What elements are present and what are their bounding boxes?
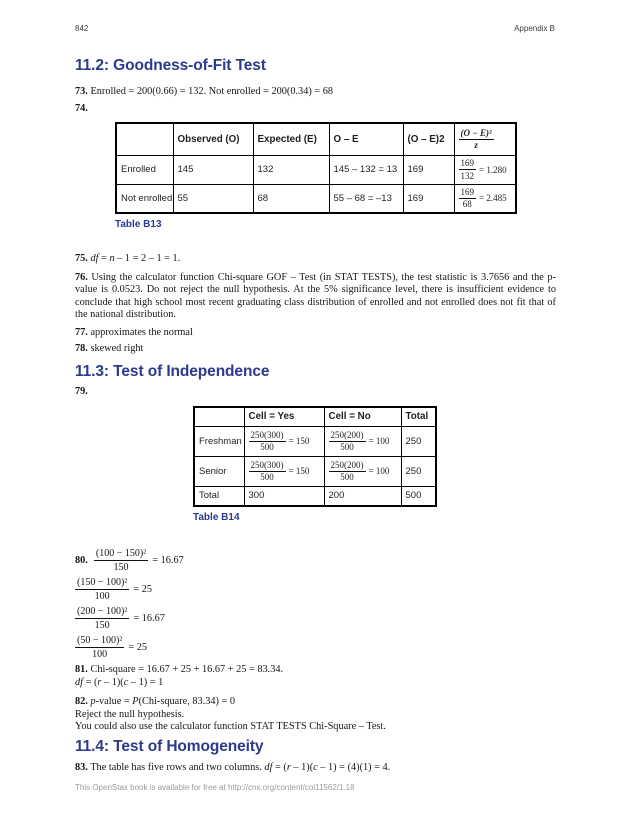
footer-note: This OpenStax book is available for free at http://cnx.org/content/col11562/1.18 xyxy=(75,783,355,792)
squared-value: 169 xyxy=(403,155,454,184)
difference-value: 145 – 132 = 13 xyxy=(329,155,403,184)
answer-item-81-line2: df = (r – 1)(c – 1) = 1 xyxy=(75,676,164,688)
row-label: Total xyxy=(194,486,244,506)
fraction-numerator: (150 − 100)² xyxy=(77,577,128,589)
fraction xyxy=(459,158,477,180)
fraction-result: = 2.485 xyxy=(479,193,507,204)
fraction-result: = 100 xyxy=(368,436,390,446)
fraction xyxy=(459,128,494,150)
column-total-no: 200 xyxy=(324,486,401,506)
fraction xyxy=(94,548,148,572)
table-b13-header-row xyxy=(116,123,516,155)
table-b14-header-cell-yes: Cell = Yes xyxy=(244,407,324,426)
difference-value: 55 – 68 = –13 xyxy=(329,184,403,213)
observed-value: 145 xyxy=(173,155,253,184)
fraction-numerator: (100 − 150)² xyxy=(95,548,147,560)
page-header xyxy=(75,24,555,33)
fraction xyxy=(249,430,286,452)
section-title-11-2: 11.2: Goodness-of-Fit Test xyxy=(75,57,266,74)
section-title-11-3: 11.3: Test of Independence xyxy=(75,362,270,380)
fraction-denominator: 500 xyxy=(340,442,354,452)
table-b13-caption: Table B13 xyxy=(115,219,162,230)
answer-item-82-line1: 82. p-value = P(Chi-square, 83.34) = 0 xyxy=(75,696,236,707)
fraction-numerator: (O − E)² xyxy=(460,128,492,139)
answer-item-75: 75. df = n – 1 = 2 – 1 = 1. xyxy=(75,253,181,264)
expected-no-cell xyxy=(324,426,401,456)
row-label: Senior xyxy=(194,456,244,486)
answer-item-82-line2: Reject the null hypothesis. xyxy=(75,708,185,720)
answer-item-73: 73. Enrolled = 200(0.66) = 132. Not enrolled = 200(0.34) = 68 xyxy=(75,86,334,97)
item-number: 80. xyxy=(75,555,88,566)
fraction-denominator: 100 xyxy=(94,590,110,602)
fraction xyxy=(329,460,366,482)
grand-total: 500 xyxy=(401,486,436,506)
fraction-result: = 1.280 xyxy=(479,164,507,175)
fraction xyxy=(75,635,124,659)
fraction-result: = 16.67 xyxy=(152,555,184,566)
equation-line xyxy=(75,606,556,631)
fraction xyxy=(75,606,129,630)
equation-line xyxy=(75,635,556,660)
table-b14-header-row xyxy=(194,407,436,426)
table-b13-header-blank xyxy=(116,123,173,155)
expected-no-cell xyxy=(324,456,401,486)
equation-line xyxy=(75,548,556,573)
answer-item-83: 83. The table has five rows and two columns. df = (r – 1)(c – 1) = (4)(1) = 4. xyxy=(75,761,391,773)
fraction-numerator: (50 − 100)² xyxy=(77,635,123,647)
fraction-denominator: 150 xyxy=(113,561,129,573)
table-b13-header-observed: Observed (O) xyxy=(173,123,253,155)
squared-value: 169 xyxy=(403,184,454,213)
fraction-numerator: 169 xyxy=(460,187,474,198)
fraction-result: = 100 xyxy=(368,466,390,476)
row-total: 250 xyxy=(401,456,436,486)
fraction xyxy=(75,577,129,601)
table-row-senior xyxy=(194,456,436,486)
section-title-11-4: 11.4: Test of Homogeneity xyxy=(75,737,264,755)
fraction-numerator: 169 xyxy=(460,158,474,169)
fraction-denominator: 132 xyxy=(460,170,474,181)
expected-yes-cell xyxy=(244,456,324,486)
chi-term-cell xyxy=(454,184,516,213)
table-row-enrolled xyxy=(116,155,516,184)
fraction-numerator: 250(300) xyxy=(250,459,284,470)
expected-yes-cell xyxy=(244,426,324,456)
fraction-result: = 25 xyxy=(133,584,152,595)
table-b14 xyxy=(193,406,437,507)
table-b13-header-o-minus-e: O – E xyxy=(329,123,403,155)
fraction-numerator: (200 − 100)² xyxy=(77,606,128,618)
fraction-result: = 16.67 xyxy=(133,613,165,624)
fraction-denominator: z xyxy=(474,140,478,151)
fraction-numerator: 250(300) xyxy=(250,429,284,440)
answer-item-77: 77. approximates the normal xyxy=(75,326,193,338)
appendix-label: Appendix B xyxy=(514,24,555,33)
table-row-freshman xyxy=(194,426,436,456)
table-row-total xyxy=(194,486,436,506)
fraction-result: = 150 xyxy=(288,466,310,476)
chi-term-cell xyxy=(454,155,516,184)
fraction xyxy=(329,430,366,452)
table-b13-header-chi-term xyxy=(454,123,516,155)
answer-item-79: 79. xyxy=(75,385,88,397)
fraction-numerator: 250(200) xyxy=(330,459,364,470)
answer-item-81-line1: 81. Chi-square = 16.67 + 25 + 16.67 + 25 = 83.34. xyxy=(75,664,284,675)
expected-value: 68 xyxy=(253,184,329,213)
expected-value: 132 xyxy=(253,155,329,184)
answer-item-78: 78. skewed right xyxy=(75,343,144,354)
table-b14-header-blank xyxy=(194,407,244,426)
row-total: 250 xyxy=(401,426,436,456)
row-label: Enrolled xyxy=(116,155,173,184)
table-b14-header-total: Total xyxy=(401,407,436,426)
observed-value: 55 xyxy=(173,184,253,213)
fraction-result: = 150 xyxy=(288,436,310,446)
fraction-denominator: 150 xyxy=(94,619,110,631)
page-number: 842 xyxy=(75,24,89,33)
table-b13 xyxy=(115,122,517,214)
answer-item-74: 74. xyxy=(75,102,88,114)
fraction-numerator: 250(200) xyxy=(330,429,364,440)
column-total-yes: 300 xyxy=(244,486,324,506)
table-b14-header-cell-no: Cell = No xyxy=(324,407,401,426)
equation-line xyxy=(75,577,556,602)
answer-item-80 xyxy=(75,548,556,660)
answer-item-82-line3: You could also use the calculator function STAT TESTS Chi-Square – Test. xyxy=(75,721,386,732)
row-label: Not enrolled xyxy=(116,184,173,213)
fraction-denominator: 500 xyxy=(340,472,354,482)
fraction xyxy=(459,187,477,209)
fraction-denominator: 68 xyxy=(462,199,472,210)
fraction-denominator: 100 xyxy=(92,648,108,660)
table-b13-header-expected: Expected (E) xyxy=(253,123,329,155)
fraction-denominator: 500 xyxy=(260,472,274,482)
table-row-not-enrolled xyxy=(116,184,516,213)
fraction xyxy=(249,460,286,482)
answer-item-76: 76. Using the calculator function Chi-square GOF – Test (in STAT TESTS), the test statistic is 3.7656 and the p-value is 0.0523. Do not reject the null hypothesis. At the 5% significance level, there is insufficient evidence to conclude that high school most recent graduating class distribution of enrolled and not enrolled does not fit that of the national distribution. xyxy=(75,271,556,320)
row-label: Freshman xyxy=(194,426,244,456)
fraction-result: = 25 xyxy=(128,642,147,653)
table-b13-header-o-minus-e-squared: (O – E)2 xyxy=(403,123,454,155)
page-content xyxy=(75,56,556,774)
fraction-denominator: 500 xyxy=(260,442,274,452)
table-b14-caption: Table B14 xyxy=(193,512,240,523)
